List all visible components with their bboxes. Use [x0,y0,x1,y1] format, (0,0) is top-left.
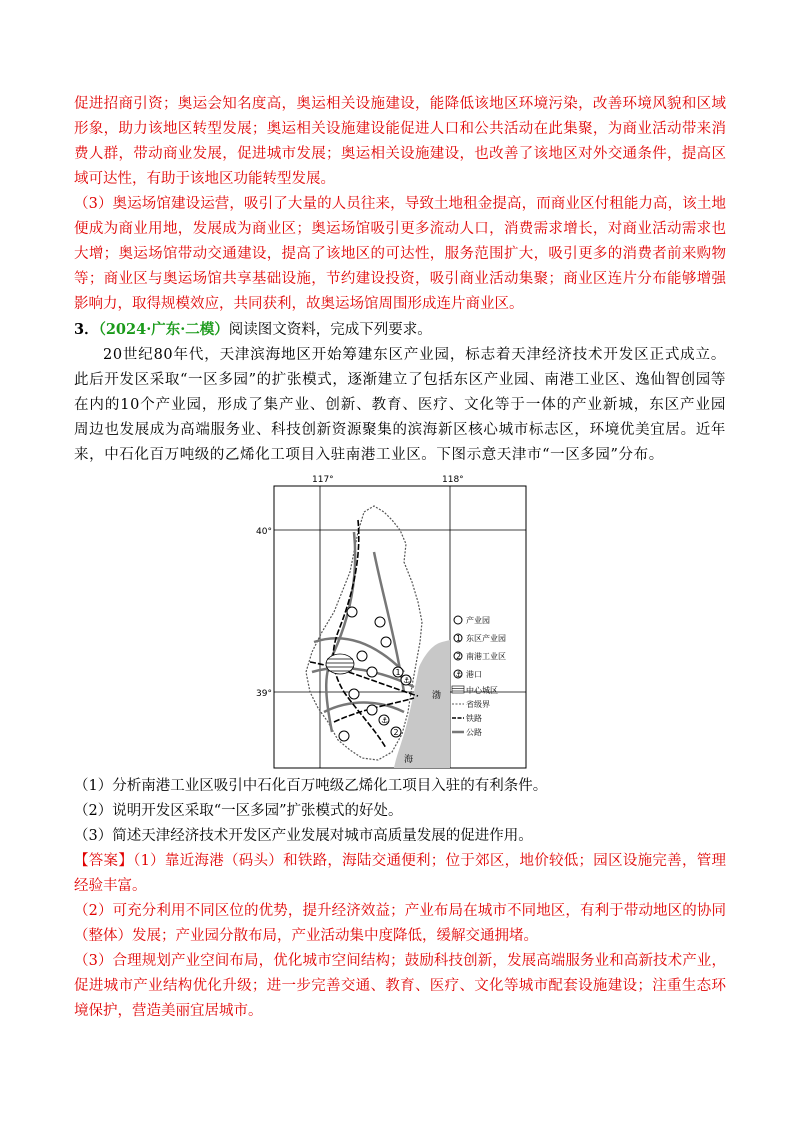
answer-paragraph-1: 促进招商引资；奥运会知名度高，奥运相关设施建设，能降低该地区环境污染，改善环境风貌和区域形象，助力该地区转型发展；奥运相关设施建设能促进人口和公共活动在此集聚，为商业活动带来消费人群，带动商业发展，促进城市发展；奥运相关设施建设，也改善了该地区对外交通条件，提高区域可达性，有助于该地区功能转型发展。 [74,96,726,187]
industrial-park-marker [367,667,377,677]
answer-tag: 【答案】 [74,853,134,869]
nangang-industrial-zone-marker [391,727,401,737]
svg-text:2: 2 [456,652,462,661]
answer-paragraph-2: （3）奥运场馆建设运营，吸引了大量的人员往来，导致土地租金提高，而商业区付租能力高，该土地便成为商业用地，发展成为商业区；奥运场馆吸引更多流动人口，消费需求增长，对商业活动需求也大增；奥运场馆带动交通建设，提高了该地区的可达性，服务范围扩大，吸引更多的消费者前来购物等；商业区与奥运场馆共享基础设施，节约建设投资，吸引商业活动集聚；商业区连片分布能够增强影响力，取得规模效应，共同获利，故奥运场馆周围形成连片商业区。 [74,196,726,312]
industrial-park-marker [381,637,391,647]
industrial-park-marker [357,651,367,661]
question-source: （2024·广东·二模） [98,321,229,338]
legend-railway: 铁路 [466,714,482,723]
question-3: （3）简述天津经济技术开发区产业发展对城市高质量发展的促进作用。 [74,828,533,844]
legend-central-city: 中心城区 [466,686,498,695]
svg-text:2: 2 [393,728,399,737]
map-legend [452,615,506,737]
legend-provincial-boundary: 省级界 [466,700,490,709]
bohai-sea [394,640,450,768]
answer-3: （3）合理规划产业空间布局，优化城市空间结构；鼓励科技创新，发展高端服务业和高新技术产业，促进城市产业结构优化升级；进一步完善交通、教育、医疗、文化等城市配套设施建设；注重生态环境保护，营造美丽宜居城市。 [74,953,726,1019]
svg-text:1: 1 [456,634,462,643]
industrial-park-marker [339,731,349,741]
legend-port: 港口 [466,670,482,679]
sea-label-2: 海 [404,755,414,765]
legend-road: 公路 [466,728,482,737]
legend-east-district-park: 东区产业园 [466,634,506,643]
legend-nangang-zone: 南港工业区 [466,652,506,661]
svg-text:⚓: ⚓ [403,676,411,685]
sea-label-1: 渤 [432,691,442,701]
question-prompt: 阅读图文资料，完成下列要求。 [228,322,432,338]
central-city-area [326,654,354,674]
tianjin-boundary [306,506,422,760]
answer-2: （2）可充分利用不同区位的优势，提升经济效益；产业布局在城市不同地区，有利于带动地区的协同（整体）发展；产业园分散布局，产业活动集中度降低，缓解交通拥堵。 [74,903,726,944]
answer-1: 【答案】（1）靠近海港（码头）和铁路，海陆交通便利；位于郊区，地价较低；园区设施完善，管理经验丰富。 [74,853,726,894]
question-material: 20世纪80年代，天津滨海地区开始筹建东区产业园，标志着天津经济技术开发区正式成立。此后开发区采取“一区多园”的扩张模式，逐渐建立了包括东区产业园、南港工业区、逸仙智创园等在内的10个产业园，形成了集产业、创新、教育、医疗、文化等于一体的产业新城，东区产业园周边也发展成为高端服务业、科技创新资源聚集的滨海新区核心城市标志区，环境优美宜居。近年来，中石化百万吨级的乙烯化工项目入驻南港工业区。下图示意天津市“一区多园”分布。 [74,347,726,463]
east-district-park-marker [393,667,403,677]
industrial-park-marker [367,705,377,715]
question-2: （2）说明开发区采取“一区多园”扩张模式的好处。 [74,803,403,819]
svg-text:⚓: ⚓ [455,670,463,679]
industrial-park-marker [349,689,359,699]
tianjin-map [254,472,554,772]
svg-text:⚓: ⚓ [381,716,389,725]
port-marker [401,675,411,685]
question-1: （1）分析南港工业区吸引中石化百万吨级乙烯化工项目入驻的有利条件。 [74,778,548,794]
question-3-header [74,317,726,343]
svg-text:1: 1 [395,668,401,677]
map-frame [274,486,526,768]
port-marker [379,715,389,725]
question-number: 3． [74,321,99,338]
industrial-park-marker [347,607,357,617]
lon-118-label: 118° [442,475,464,485]
legend-industrial-park: 产业园 [466,616,490,625]
tianjin-map-figure [74,472,726,772]
lat-40-label: 40° [256,527,272,537]
lat-39-label: 39° [256,689,272,699]
lon-117-label: 117° [312,475,334,485]
industrial-park-marker [375,617,385,627]
document-page [74,92,726,1024]
